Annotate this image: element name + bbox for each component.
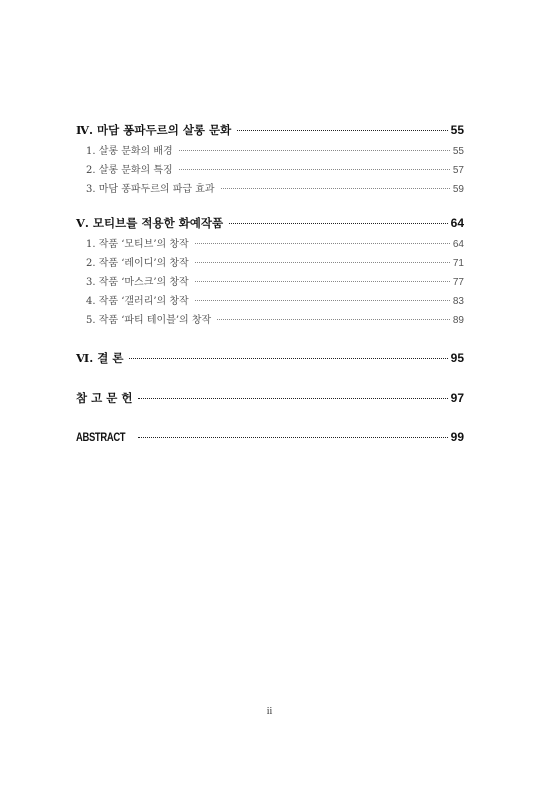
spacer <box>76 330 464 350</box>
toc-page-number: 59 <box>452 184 464 195</box>
toc-page-number: 89 <box>452 315 464 326</box>
toc-item <box>76 273 464 292</box>
toc-entry-label: Ⅵ. 결 론 <box>76 351 124 365</box>
toc-entry-label: Ⅴ. 모티브를 적용한 화예작품 <box>76 216 224 230</box>
toc-item <box>76 142 464 161</box>
toc-page-number: 55 <box>450 123 464 137</box>
toc-page-number: 64 <box>450 216 464 230</box>
toc-chapter-4 <box>76 122 464 142</box>
toc-entry-label: Ⅳ. 마담 퐁파두르의 살롱 문화 <box>76 123 232 137</box>
toc-item <box>76 235 464 254</box>
toc-entry-label: 4. 작품 ‘갤러리’의 창작 <box>86 296 189 307</box>
toc-entry-label: ABSTRACT <box>76 432 126 444</box>
dot-leader <box>229 223 448 224</box>
toc-entry-label: 1. 작품 ‘모티브’의 창작 <box>86 239 189 250</box>
toc-page-number: 99 <box>450 430 464 444</box>
dot-leader <box>195 300 450 301</box>
toc-chapter-6 <box>76 350 464 370</box>
toc-page-number: 64 <box>452 239 464 250</box>
spacer <box>76 370 464 390</box>
toc-item <box>76 311 464 330</box>
dot-leader <box>195 243 450 244</box>
toc-item <box>76 254 464 273</box>
dot-leader <box>195 262 450 263</box>
toc-entry-label: 1. 살롱 문화의 배경 <box>86 146 173 157</box>
dot-leader <box>217 319 450 320</box>
toc-page-number: 83 <box>452 296 464 307</box>
spacer <box>76 199 464 215</box>
toc-references <box>76 390 464 410</box>
dot-leader <box>179 169 450 170</box>
toc-entry-label: 3. 작품 ‘마스크’의 창작 <box>86 277 189 288</box>
toc-entry-label: 참 고 문 헌 <box>76 391 133 405</box>
toc-page-number: 71 <box>452 258 464 269</box>
toc-page-number: 57 <box>452 165 464 176</box>
dot-leader <box>138 437 448 438</box>
toc-entry-label: 2. 살롱 문화의 특징 <box>86 165 173 176</box>
toc-abstract <box>76 430 464 450</box>
toc-page-number: 55 <box>452 146 464 157</box>
dot-leader <box>237 130 447 131</box>
toc-item <box>76 161 464 180</box>
toc-page-number: 97 <box>450 391 464 405</box>
toc-page-number: 77 <box>452 277 464 288</box>
dot-leader <box>138 398 447 399</box>
spacer <box>76 410 464 430</box>
toc-item <box>76 292 464 311</box>
dot-leader <box>221 188 450 189</box>
dot-leader <box>129 358 447 359</box>
toc-chapter-5 <box>76 215 464 235</box>
dot-leader <box>195 281 450 282</box>
toc-item <box>76 180 464 199</box>
toc-entry-label: 5. 작품 ‘파티 테이블’의 창작 <box>86 315 212 326</box>
table-of-contents <box>76 122 464 450</box>
page-number: ii <box>266 706 273 717</box>
toc-entry-label: 2. 작품 ‘레이디’의 창작 <box>86 258 189 269</box>
dot-leader <box>179 150 450 151</box>
toc-entry-label: 3. 마담 퐁파두르의 파급 효과 <box>86 184 215 195</box>
toc-page-number: 95 <box>450 351 464 365</box>
